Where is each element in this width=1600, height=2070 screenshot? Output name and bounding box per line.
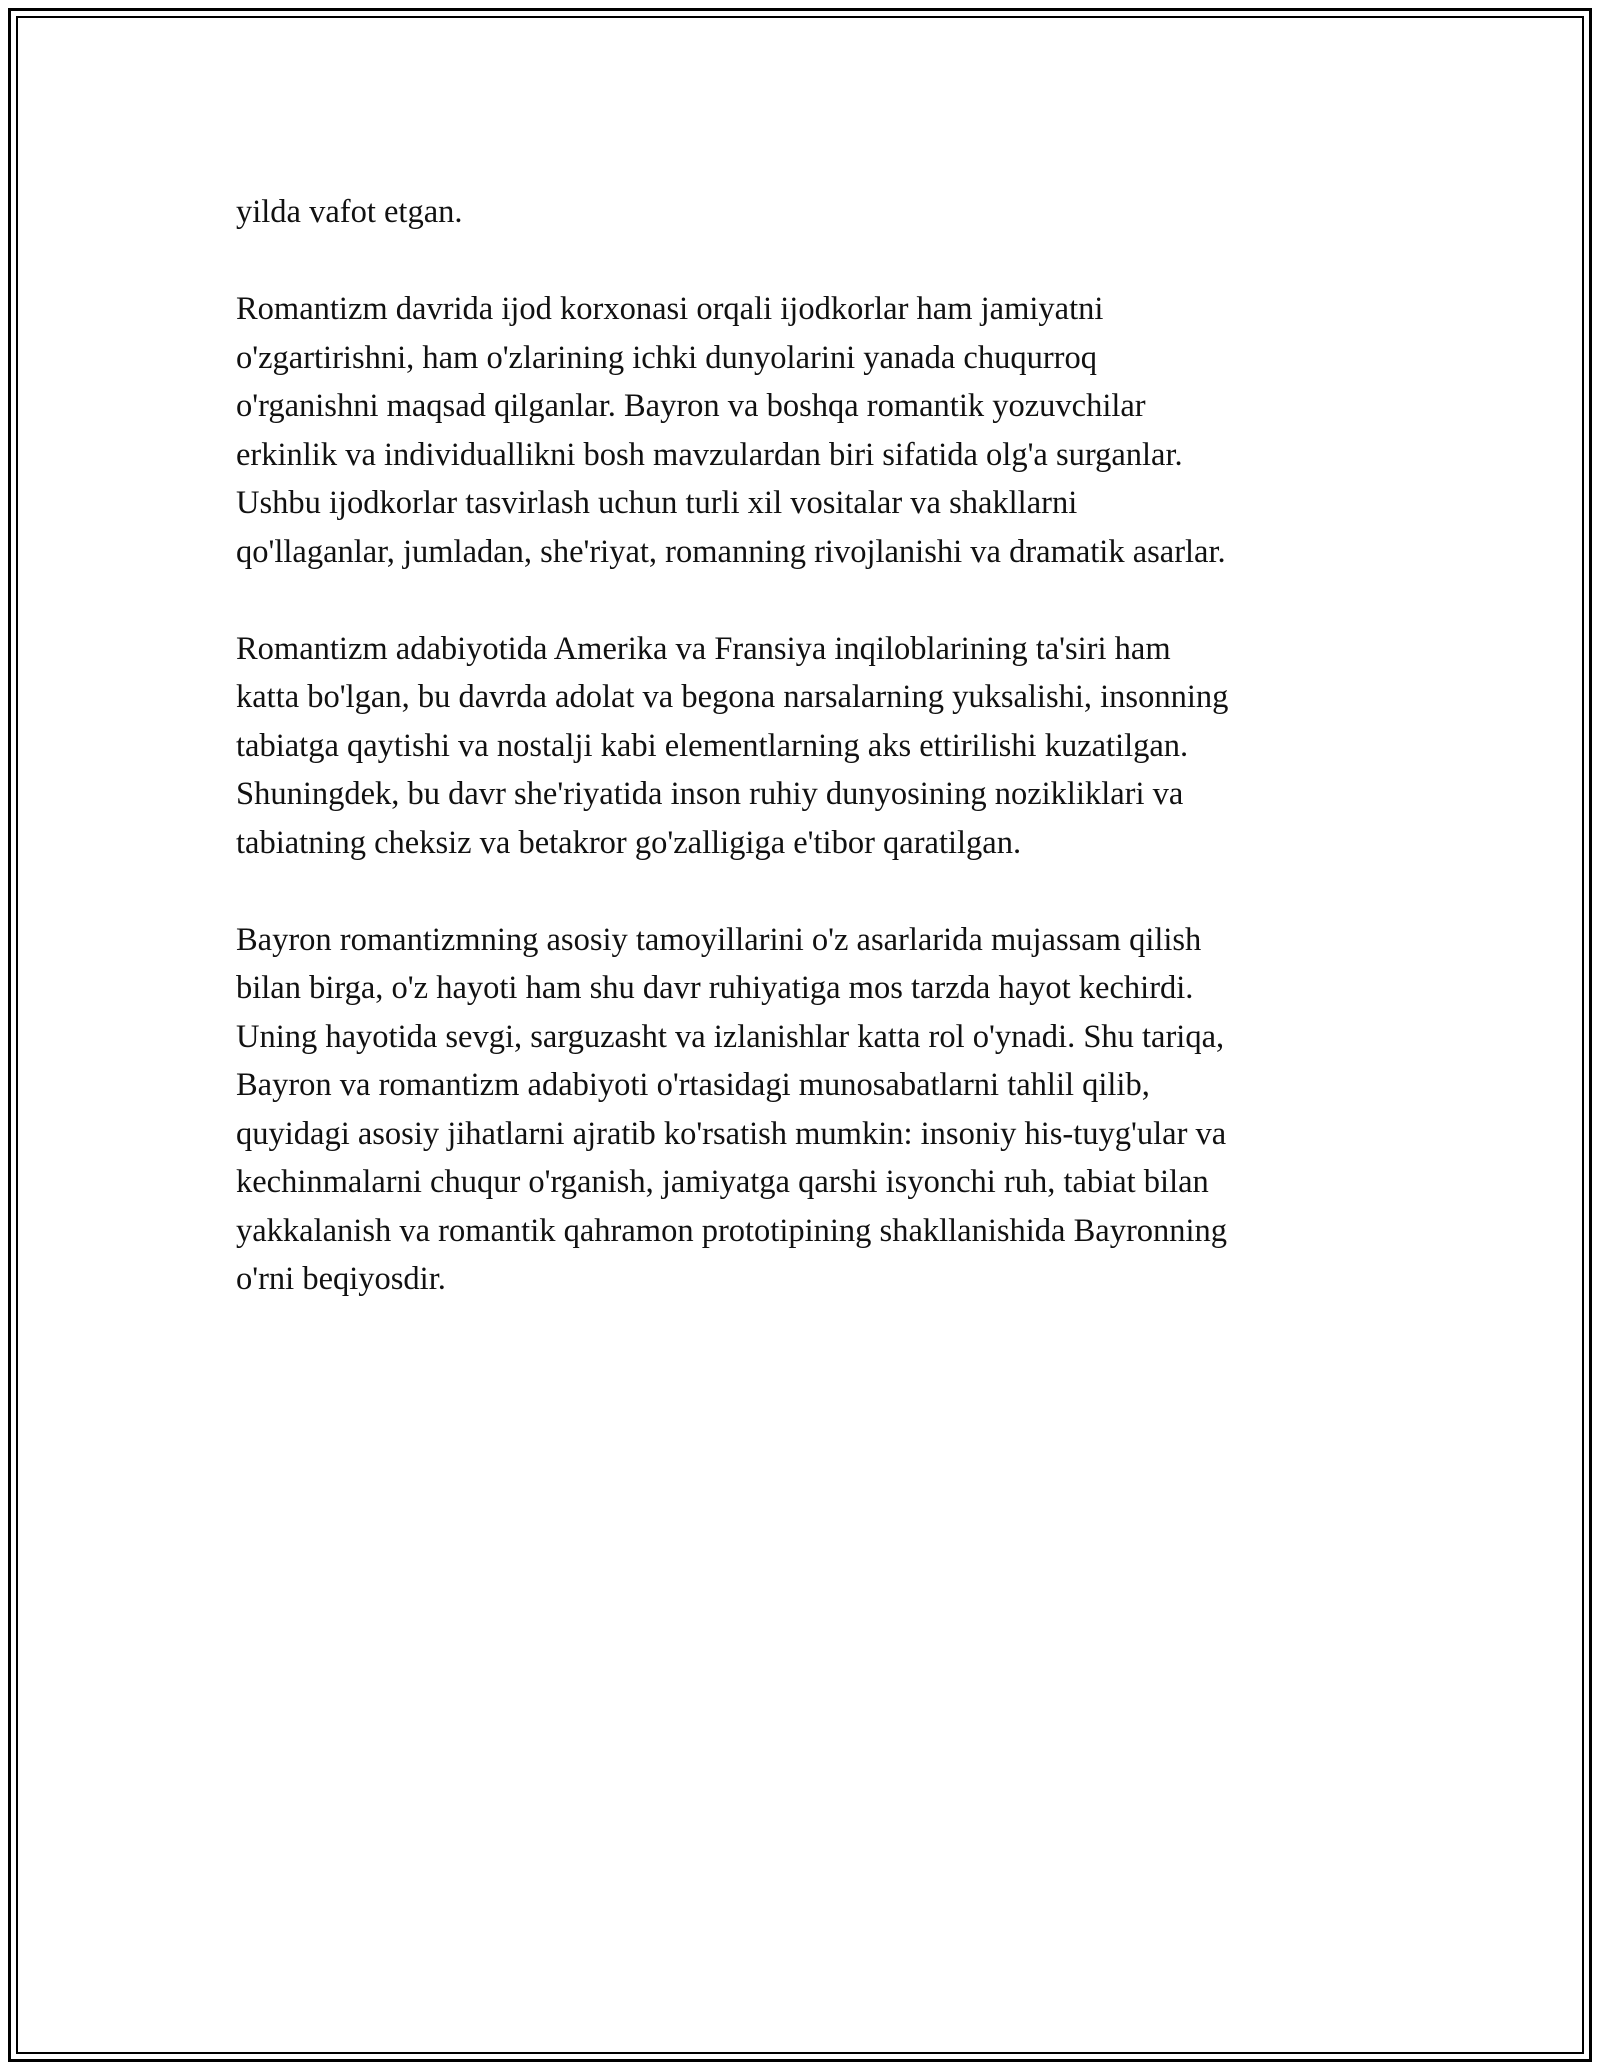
text-line: quyidagi asosiy jihatlarni ajratib ko'rsatish mumkin: insoniy his-tuyg'ular va [236,1115,1227,1152]
text-line: Bayron va romantizm adabiyoti o'rtasidagi munosabatlarni tahlil qilib, [236,1067,1150,1103]
text-line: yilda vafot etgan. [236,194,463,230]
text-line: tabiatga qaytishi va nostalji kabi elementlarning aks ettirilishi kuzatilgan. [236,727,1189,764]
paragraph-4 [236,916,1366,1304]
text-line: bilan birga, o'z hayoti ham shu davr ruhiyatiga mos tarzda hayot kechirdi. [236,970,1194,1006]
text-line: katta bo'lgan, bu davrda adolat va begona narsalarning yuksalishi, insonning [236,679,1229,715]
paragraph-2 [236,285,1366,576]
text-line: erkinlik va individuallikni bosh mavzulardan biri sifatida olg'a surganlar. [236,436,1183,473]
document-body [236,188,1366,1352]
text-line: Shuningdek, bu davr she'riyatida inson ruhiy dunyosining nozikliklari va [236,776,1184,812]
paragraph-3 [236,625,1366,868]
paragraph-1 [236,188,1366,237]
text-line: qo'llaganlar, jumladan, she'riyat, romanning rivojlanishi va dramatik asarlar. [236,533,1226,570]
text-line: tabiatning cheksiz va betakror go'zalligiga e'tibor qaratilgan. [236,824,1022,861]
text-line: Romantizm adabiyotida Amerika va Fransiya inqiloblarining ta'siri ham [236,630,1171,667]
text-line: o'rni beqiyosdir. [236,1261,446,1297]
text-line: Ushbu ijodkorlar tasvirlash uchun turli xil vositalar va shakllarni [236,485,1078,521]
text-line: o'zgartirishni, ham o'zlarining ichki dunyolarini yanada chuqurroq [236,339,1097,376]
text-line: yakkalanish va romantik qahramon prototipining shakllanishida Bayronning [236,1212,1228,1249]
text-line: kechinmalarni chuqur o'rganish, jamiyatga qarshi isyonchi ruh, tabiat bilan [236,1164,1209,1200]
text-line: o'rganishni maqsad qilganlar. Bayron va boshqa romantik yozuvchilar [236,388,1146,424]
text-line: Uning hayotida sevgi, sarguzasht va izlanishlar katta rol o'ynadi. Shu tariqa, [236,1018,1225,1055]
text-line: Romantizm davrida ijod korxonasi orqali ijodkorlar ham jamiyatni [236,291,1104,327]
text-line: Bayron romantizmning asosiy tamoyillarini o'z asarlarida mujassam qilish [236,921,1202,958]
